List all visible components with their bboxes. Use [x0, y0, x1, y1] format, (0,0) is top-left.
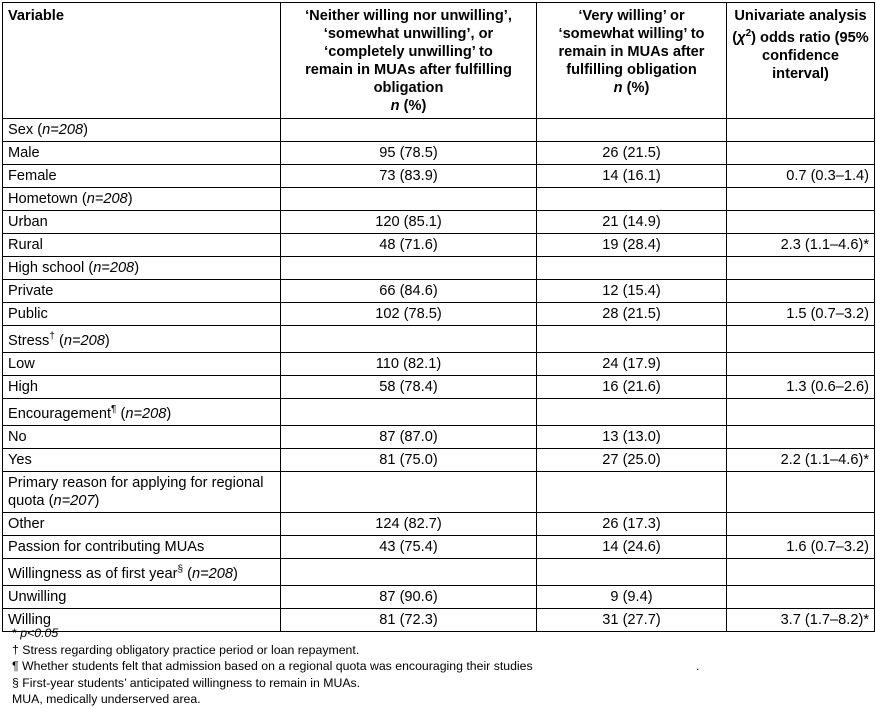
header-odds-ratio [727, 3, 875, 119]
footnote-mua: MUA, medically underserved area. [12, 692, 201, 706]
odds-ratio-value: 1.3 (0.6–2.6) [727, 375, 875, 398]
empty-cell [537, 188, 727, 211]
header-willing-n [542, 79, 721, 97]
row-label: High [3, 375, 281, 398]
unwilling-value: 43 (75.4) [281, 535, 537, 558]
empty-cell [281, 188, 537, 211]
odds-ratio-value [727, 142, 875, 165]
empty-cell [281, 471, 537, 512]
group-label: Hometown [8, 191, 78, 207]
group-row [3, 471, 875, 512]
chi-superscript: 2 [745, 28, 752, 39]
pct-label: (%) [403, 98, 427, 114]
chi-symbol: χ [737, 29, 746, 46]
unwilling-value: 120 (85.1) [281, 211, 537, 234]
willing-value: 9 (9.4) [537, 585, 727, 608]
empty-cell [281, 398, 537, 425]
row-label: No [3, 425, 281, 448]
empty-cell [537, 119, 727, 142]
results-table [2, 2, 875, 632]
p-mark: * [12, 626, 17, 640]
header-willing [537, 3, 727, 119]
pct-label: (%) [626, 80, 650, 96]
unwilling-value: 81 (72.3) [281, 608, 537, 631]
willing-value: 26 (21.5) [537, 142, 727, 165]
group-label: Sex [8, 122, 34, 138]
table-row [3, 448, 875, 471]
stray-dot: . [696, 659, 700, 673]
header-variable: Variable [3, 3, 281, 119]
willing-value: 16 (21.6) [537, 375, 727, 398]
odds-ratio-value [727, 512, 875, 535]
header-unwilling-line: ‘somewhat unwilling’, or [323, 26, 494, 42]
footnote-mark: ¶ [111, 403, 117, 415]
willing-value: 19 (28.4) [537, 234, 727, 257]
row-label: Rural [3, 234, 281, 257]
group-label-cell: Primary reason for applying for regional quota (n=207) [3, 471, 281, 512]
odds-ratio-value [727, 280, 875, 303]
group-n: n=208 [86, 191, 128, 207]
group-row [3, 257, 875, 280]
footnote-mark: § [177, 563, 184, 575]
table-row [3, 585, 875, 608]
header-unwilling-line: remain in MUAs after fulfilling [305, 62, 512, 78]
odds-ratio-value [727, 352, 875, 375]
unwilling-value: 87 (87.0) [281, 425, 537, 448]
willing-value: 24 (17.9) [537, 352, 727, 375]
empty-cell [727, 257, 875, 280]
row-label: Low [3, 352, 281, 375]
unwilling-value: 95 (78.5) [281, 142, 537, 165]
group-label-cell: Sex (n=208) [3, 119, 281, 142]
unwilling-value: 87 (90.6) [281, 585, 537, 608]
row-label: Unwilling [3, 585, 281, 608]
willing-value: 13 (13.0) [537, 425, 727, 448]
table-row [3, 375, 875, 398]
unwilling-value: 58 (78.4) [281, 375, 537, 398]
row-label: Yes [3, 448, 281, 471]
table-row [3, 280, 875, 303]
empty-cell [537, 558, 727, 585]
odds-ratio-value: 1.6 (0.7–3.2) [727, 535, 875, 558]
table-row [3, 303, 875, 326]
empty-cell [537, 326, 727, 353]
group-row [3, 398, 875, 425]
empty-cell [281, 119, 537, 142]
willing-value: 31 (27.7) [537, 608, 727, 631]
odds-ratio-value: 2.3 (1.1–4.6)* [727, 234, 875, 257]
willing-value: 14 (24.6) [537, 535, 727, 558]
group-label: Willingness as of first year [8, 565, 178, 582]
n-label: n [390, 98, 400, 114]
header-unwilling-line: obligation [373, 80, 444, 96]
row-label: Public [3, 303, 281, 326]
unwilling-value: 124 (82.7) [281, 512, 537, 535]
row-label: Female [3, 165, 281, 188]
row-label: Other [3, 512, 281, 535]
group-n: n=208 [192, 565, 233, 582]
odds-ratio-value: 0.7 (0.3–1.4) [727, 165, 875, 188]
group-n: n=208 [93, 260, 135, 276]
footnote-p [12, 625, 533, 642]
header-willing-line: ‘Very willing’ or [578, 8, 685, 24]
group-n: n=208 [42, 122, 84, 138]
unwilling-value: 110 (82.1) [281, 352, 537, 375]
header-willing-line: fulfilling obligation [566, 62, 697, 78]
header-row [3, 3, 875, 119]
group-label-cell: High school (n=208) [3, 257, 281, 280]
unwilling-value: 48 (71.6) [281, 234, 537, 257]
willing-value: 14 (16.1) [537, 165, 727, 188]
group-row [3, 119, 875, 142]
group-row [3, 326, 875, 353]
table-row [3, 234, 875, 257]
group-label: Primary reason for applying for regional quota [8, 474, 264, 509]
table-row [3, 535, 875, 558]
empty-cell [727, 398, 875, 425]
header-unwilling-n [286, 97, 531, 115]
footnote-encouragement: ¶ Whether students felt that admission based on a regional quota was encouraging their studies [12, 659, 533, 673]
table-row [3, 142, 875, 165]
group-label: High school [8, 260, 85, 276]
group-label-cell: Stress† (n=208) [3, 326, 281, 353]
table-row [3, 512, 875, 535]
row-label: Willing [3, 608, 281, 631]
group-n: n=207 [53, 492, 95, 509]
odds-ratio-value [727, 585, 875, 608]
unwilling-value: 73 (83.9) [281, 165, 537, 188]
unwilling-value: 102 (78.5) [281, 303, 537, 326]
p-text: p<0.05 [20, 626, 59, 640]
group-n: n=208 [125, 405, 167, 422]
row-label: Private [3, 280, 281, 303]
unwilling-value: 66 (84.6) [281, 280, 537, 303]
header-willing-line: ‘somewhat willing’ to [558, 26, 705, 42]
footnote-mark: † [49, 331, 55, 342]
table-body [3, 119, 875, 632]
group-label-cell: Willingness as of first year§ (n=208) [3, 558, 281, 585]
empty-cell [537, 257, 727, 280]
group-row [3, 188, 875, 211]
header-willing-line: remain in MUAs after [558, 44, 705, 60]
group-n: n=208 [63, 332, 105, 349]
empty-cell [727, 326, 875, 353]
n-label: n [613, 80, 623, 96]
footnotes [12, 625, 533, 708]
row-label: Urban [3, 211, 281, 234]
empty-cell [281, 326, 537, 353]
row-label: Male [3, 142, 281, 165]
empty-cell [727, 188, 875, 211]
empty-cell [727, 119, 875, 142]
header-unwilling-line: ‘completely unwilling’ to [324, 44, 493, 60]
header-unwilling-line: ‘Neither willing nor unwilling’, [305, 8, 512, 24]
footnote-stress: † Stress regarding obligatory practice period or loan repayment. [12, 642, 360, 657]
empty-cell [537, 471, 727, 512]
odds-ratio-value: 1.5 (0.7–3.2) [727, 303, 875, 326]
group-label-cell: Encouragement¶ (n=208) [3, 398, 281, 425]
odds-ratio-value: 3.7 (1.7–8.2)* [727, 608, 875, 631]
willing-value: 21 (14.9) [537, 211, 727, 234]
empty-cell [281, 558, 537, 585]
header-unwilling [281, 3, 537, 119]
group-label: Encouragement [8, 405, 112, 422]
unwilling-value: 81 (75.0) [281, 448, 537, 471]
odds-ratio-pre: Univariate analysis ( [732, 8, 867, 46]
group-label: Stress [8, 332, 50, 349]
empty-cell [727, 471, 875, 512]
empty-cell [727, 558, 875, 585]
table-row [3, 211, 875, 234]
footnote-willingness: § First-year students’ anticipated willingness to remain in MUAs. [12, 675, 361, 690]
odds-ratio-value: 2.2 (1.1–4.6)* [727, 448, 875, 471]
row-label: Passion for contributing MUAs [3, 535, 281, 558]
odds-ratio-value [727, 211, 875, 234]
group-label-cell: Hometown (n=208) [3, 188, 281, 211]
group-row [3, 558, 875, 585]
willing-value: 28 (21.5) [537, 303, 727, 326]
table-row [3, 425, 875, 448]
odds-ratio-post: ) odds ratio (95% confidence interval) [751, 29, 869, 82]
willing-value: 27 (25.0) [537, 448, 727, 471]
odds-ratio-value [727, 425, 875, 448]
table-row [3, 352, 875, 375]
willing-value: 12 (15.4) [537, 280, 727, 303]
empty-cell [537, 398, 727, 425]
empty-cell [281, 257, 537, 280]
willing-value: 26 (17.3) [537, 512, 727, 535]
table-row [3, 165, 875, 188]
